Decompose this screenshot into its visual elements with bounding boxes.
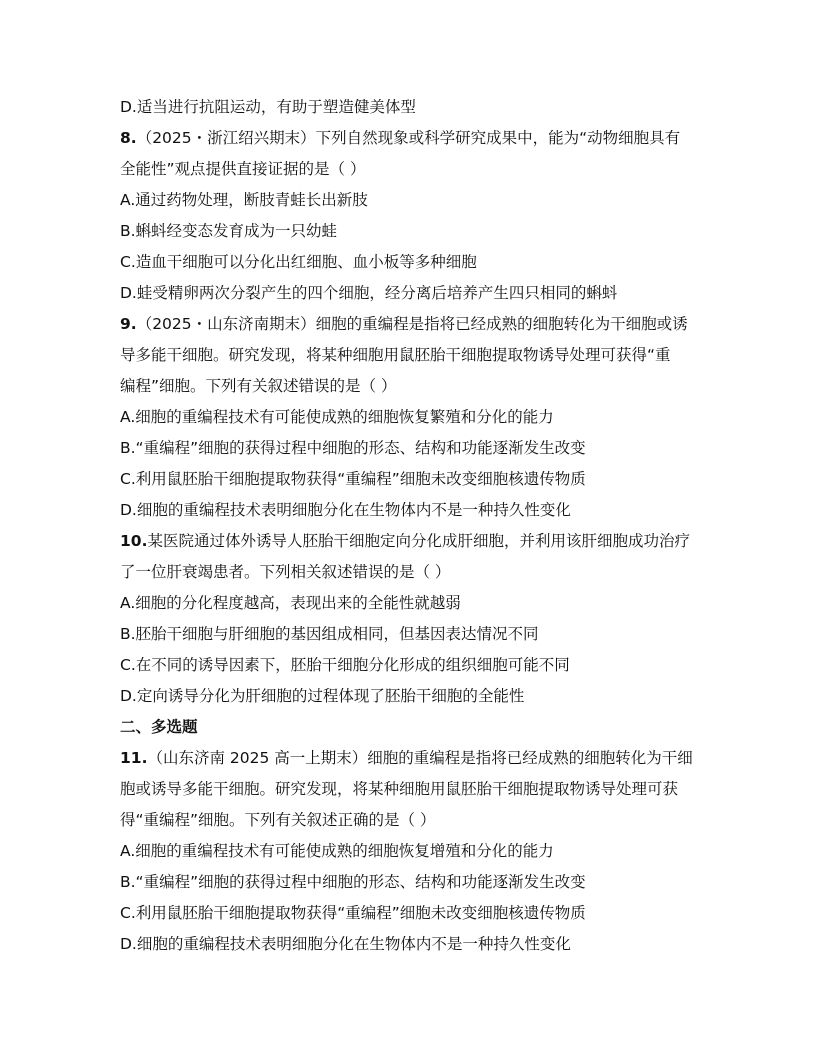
line-text: A.细胞的重编程技术有可能使成熟的细胞恢复繁殖和分化的能力	[120, 408, 554, 426]
line-text: 某医院通过体外诱导人胚胎干细胞定向分化成肝细胞，并利用该肝细胞成功治疗	[147, 532, 690, 550]
line-text: B.蝌蚪经变态发育成为一只幼蛙	[120, 222, 338, 240]
text-line	[120, 805, 700, 836]
text-line	[120, 867, 700, 898]
text-line	[120, 898, 700, 929]
line-text: A.细胞的分化程度越高，表现出来的全能性就越弱	[120, 594, 461, 612]
line-text: B.“重编程”细胞的获得过程中细胞的形态、结构和功能逐渐发生改变	[120, 439, 586, 457]
line-text: D.定向诱导分化为肝细胞的过程体现了胚胎干细胞的全能性	[120, 687, 525, 705]
text-line	[120, 929, 700, 960]
text-line	[120, 743, 700, 774]
text-line	[120, 557, 700, 588]
question-number: 8.	[120, 129, 137, 147]
line-text: A.通过药物处理，断肢青蛙长出新肢	[120, 191, 368, 209]
text-line	[120, 278, 700, 309]
text-line	[120, 650, 700, 681]
line-text: C.造血干细胞可以分化出红细胞、血小板等多种细胞	[120, 253, 477, 271]
text-line	[120, 309, 700, 340]
text-line	[120, 92, 700, 123]
line-text: 得“重编程”细胞。下列有关叙述正确的是（ ）	[120, 811, 436, 829]
question-number: 11.	[120, 749, 148, 767]
line-text: D.蛙受精卵两次分裂产生的四个细胞，经分离后培养产生四只相同的蝌蚪	[120, 284, 618, 302]
text-line	[120, 433, 700, 464]
document-body	[120, 92, 700, 960]
text-line	[120, 526, 700, 557]
line-text: A.细胞的重编程技术有可能使成熟的细胞恢复增殖和分化的能力	[120, 842, 554, 860]
line-text: 胞或诱导多能干细胞。研究发现，将某种细胞用鼠胚胎干细胞提取物诱导处理可获	[120, 780, 679, 798]
line-text: （2025・浙江绍兴期末）下列自然现象或科学研究成果中，能为“动物细胞具有	[136, 129, 681, 147]
question-number: 10.	[120, 532, 148, 550]
line-text: C.利用鼠胚胎干细胞提取物获得“重编程”细胞未改变细胞核遗传物质	[120, 904, 586, 922]
line-text: C.在不同的诱导因素下，胚胎干细胞分化形成的组织细胞可能不同	[120, 656, 570, 674]
text-line	[120, 495, 700, 526]
text-line	[120, 588, 700, 619]
text-line	[120, 216, 700, 247]
text-line	[120, 371, 700, 402]
line-text: B.胚胎干细胞与肝细胞的基因组成相同，但基因表达情况不同	[120, 625, 539, 643]
line-text: D.细胞的重编程技术表明细胞分化在生物体内不是一种持久性变化	[120, 935, 571, 953]
text-line	[120, 619, 700, 650]
line-text: （山东济南 2025 高一上期末）细胞的重编程是指将已经成熟的细胞转化为干细	[147, 749, 693, 767]
text-line	[120, 681, 700, 712]
line-text: 了一位肝衰竭患者。下列相关叙述错误的是（ ）	[120, 563, 451, 581]
text-line	[120, 185, 700, 216]
line-text: D.细胞的重编程技术表明细胞分化在生物体内不是一种持久性变化	[120, 501, 571, 519]
text-line	[120, 774, 700, 805]
line-text: （2025・山东济南期末）细胞的重编程是指将已经成熟的细胞转化为干细胞或诱	[136, 315, 688, 333]
section-heading	[120, 712, 700, 743]
question-number: 9.	[120, 315, 137, 333]
text-line	[120, 340, 700, 371]
line-text: C.利用鼠胚胎干细胞提取物获得“重编程”细胞未改变细胞核遗传物质	[120, 470, 586, 488]
text-line	[120, 154, 700, 185]
text-line	[120, 464, 700, 495]
text-line	[120, 402, 700, 433]
text-line	[120, 836, 700, 867]
text-line	[120, 123, 700, 154]
text-line	[120, 247, 700, 278]
line-text: D.适当进行抗阻运动，有助于塑造健美体型	[120, 98, 416, 116]
line-text: 导多能干细胞。研究发现，将某种细胞用鼠胚胎干细胞提取物诱导处理可获得“重	[120, 346, 671, 364]
line-text: 二、多选题	[120, 718, 198, 736]
line-text: B.“重编程”细胞的获得过程中细胞的形态、结构和功能逐渐发生改变	[120, 873, 586, 891]
line-text: 编程”细胞。下列有关叙述错误的是（ ）	[120, 377, 397, 395]
line-text: 全能性”观点提供直接证据的是（ ）	[120, 160, 366, 178]
